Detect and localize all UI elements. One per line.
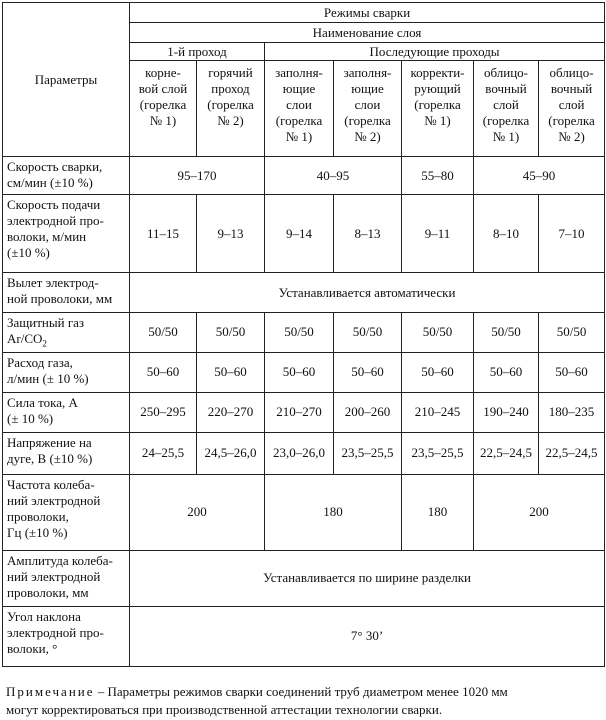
row-label: Угол наклона электродной про- волоки, ° (3, 606, 130, 666)
table-note (6, 683, 602, 719)
row-label: Напряжение на дуге, В (±10 %) (3, 432, 130, 474)
cell-value: 200–260 (334, 392, 402, 432)
table-row (3, 392, 605, 432)
cell-value: 180 (402, 474, 474, 550)
col-cap-1: облицо- вочный слой (горелка № 1) (474, 61, 539, 157)
cell-value: 50–60 (197, 352, 265, 392)
cell-value: 50–60 (334, 352, 402, 392)
cell-value: 50/50 (197, 313, 265, 353)
cell-value: Устанавливается автоматически (130, 273, 605, 313)
cell-value: 24–25,5 (130, 432, 197, 474)
cell-value: 50/50 (402, 313, 474, 353)
cell-value: 23,0–26,0 (265, 432, 334, 474)
row-label (3, 313, 130, 353)
table-row (3, 474, 605, 550)
col-cap-2: облицо- вочный слой (горелка № 2) (539, 61, 605, 157)
cell-value: 50–60 (474, 352, 539, 392)
cell-value: 8–13 (334, 195, 402, 273)
next-passes-header: Последующие проходы (265, 43, 605, 61)
cell-value: 50/50 (334, 313, 402, 353)
cell-value: 210–270 (265, 392, 334, 432)
cell-value: 9–11 (402, 195, 474, 273)
cell-value: 50–60 (265, 352, 334, 392)
note-text: – Параметры режимов сварки соединений труб диаметром менее 1020 мм могут корректироваться при производственной аттестации технологии сварки. (6, 684, 508, 717)
cell-value: 55–80 (402, 157, 474, 195)
row-label: Сила тока, А (± 10 %) (3, 392, 130, 432)
table-row (3, 606, 605, 666)
cell-value: 180–235 (539, 392, 605, 432)
cell-value: 24,5–26,0 (197, 432, 265, 474)
table-row (3, 313, 605, 353)
cell-value: 50/50 (474, 313, 539, 353)
col-hot-pass: горячий проход (горелка № 2) (197, 61, 265, 157)
cell-value: 200 (474, 474, 605, 550)
row-label: Скорость подачи электродной про- волоки, м/мин (±10 %) (3, 195, 130, 273)
cell-value: 9–14 (265, 195, 334, 273)
col-root-layer: корне- вой слой (горелка № 1) (130, 61, 197, 157)
cell-value: 11–15 (130, 195, 197, 273)
modes-title: Режимы сварки (130, 3, 605, 23)
note-prefix: Примечание (6, 684, 95, 699)
cell-value: 210–245 (402, 392, 474, 432)
cell-value: 9–13 (197, 195, 265, 273)
cell-value: 40–95 (265, 157, 402, 195)
col-fill-2: заполня- ющие слои (горелка № 2) (334, 61, 402, 157)
cell-value: 8–10 (474, 195, 539, 273)
table-row (3, 195, 605, 273)
table-row (3, 550, 605, 606)
cell-value: 200 (130, 474, 265, 550)
first-pass-header: 1-й проход (130, 43, 265, 61)
row-label: Амплитуда колеба- ний электродной проволоки, мм (3, 550, 130, 606)
cell-value: 250–295 (130, 392, 197, 432)
col-correcting: корректи- рующий (горелка № 1) (402, 61, 474, 157)
cell-value: 23,5–25,5 (402, 432, 474, 474)
cell-value: 22,5–24,5 (539, 432, 605, 474)
cell-value: 50/50 (130, 313, 197, 353)
cell-value: 180 (265, 474, 402, 550)
params-header: Параметры (3, 3, 130, 157)
table-row (3, 273, 605, 313)
cell-value: 23,5–25,5 (334, 432, 402, 474)
gas-label-text: Защитный газ Ar/CO (7, 315, 85, 346)
table-row (3, 157, 605, 195)
cell-value: 220–270 (197, 392, 265, 432)
gas-label-subscript: 2 (42, 338, 47, 349)
col-fill-1: заполня- ющие слои (горелка № 1) (265, 61, 334, 157)
cell-value: 50/50 (539, 313, 605, 353)
table-row (3, 432, 605, 474)
cell-value: 50/50 (265, 313, 334, 353)
welding-modes-table (2, 2, 605, 667)
row-label: Частота колеба- ний электродной проволоки, Гц (±10 %) (3, 474, 130, 550)
cell-value: 95–170 (130, 157, 265, 195)
cell-value: 50–60 (402, 352, 474, 392)
cell-value: 22,5–24,5 (474, 432, 539, 474)
layer-name-title: Наименование слоя (130, 23, 605, 43)
row-label: Скорость сварки, см/мин (±10 %) (3, 157, 130, 195)
cell-value: 7° 30’ (130, 606, 605, 666)
table-row (3, 352, 605, 392)
cell-value: 50–60 (539, 352, 605, 392)
cell-value: 7–10 (539, 195, 605, 273)
cell-value: 45–90 (474, 157, 605, 195)
cell-value: 190–240 (474, 392, 539, 432)
row-label: Расход газа, л/мин (± 10 %) (3, 352, 130, 392)
row-label: Вылет электрод- ной проволоки, мм (3, 273, 130, 313)
cell-value: Устанавливается по ширине разделки (130, 550, 605, 606)
cell-value: 50–60 (130, 352, 197, 392)
